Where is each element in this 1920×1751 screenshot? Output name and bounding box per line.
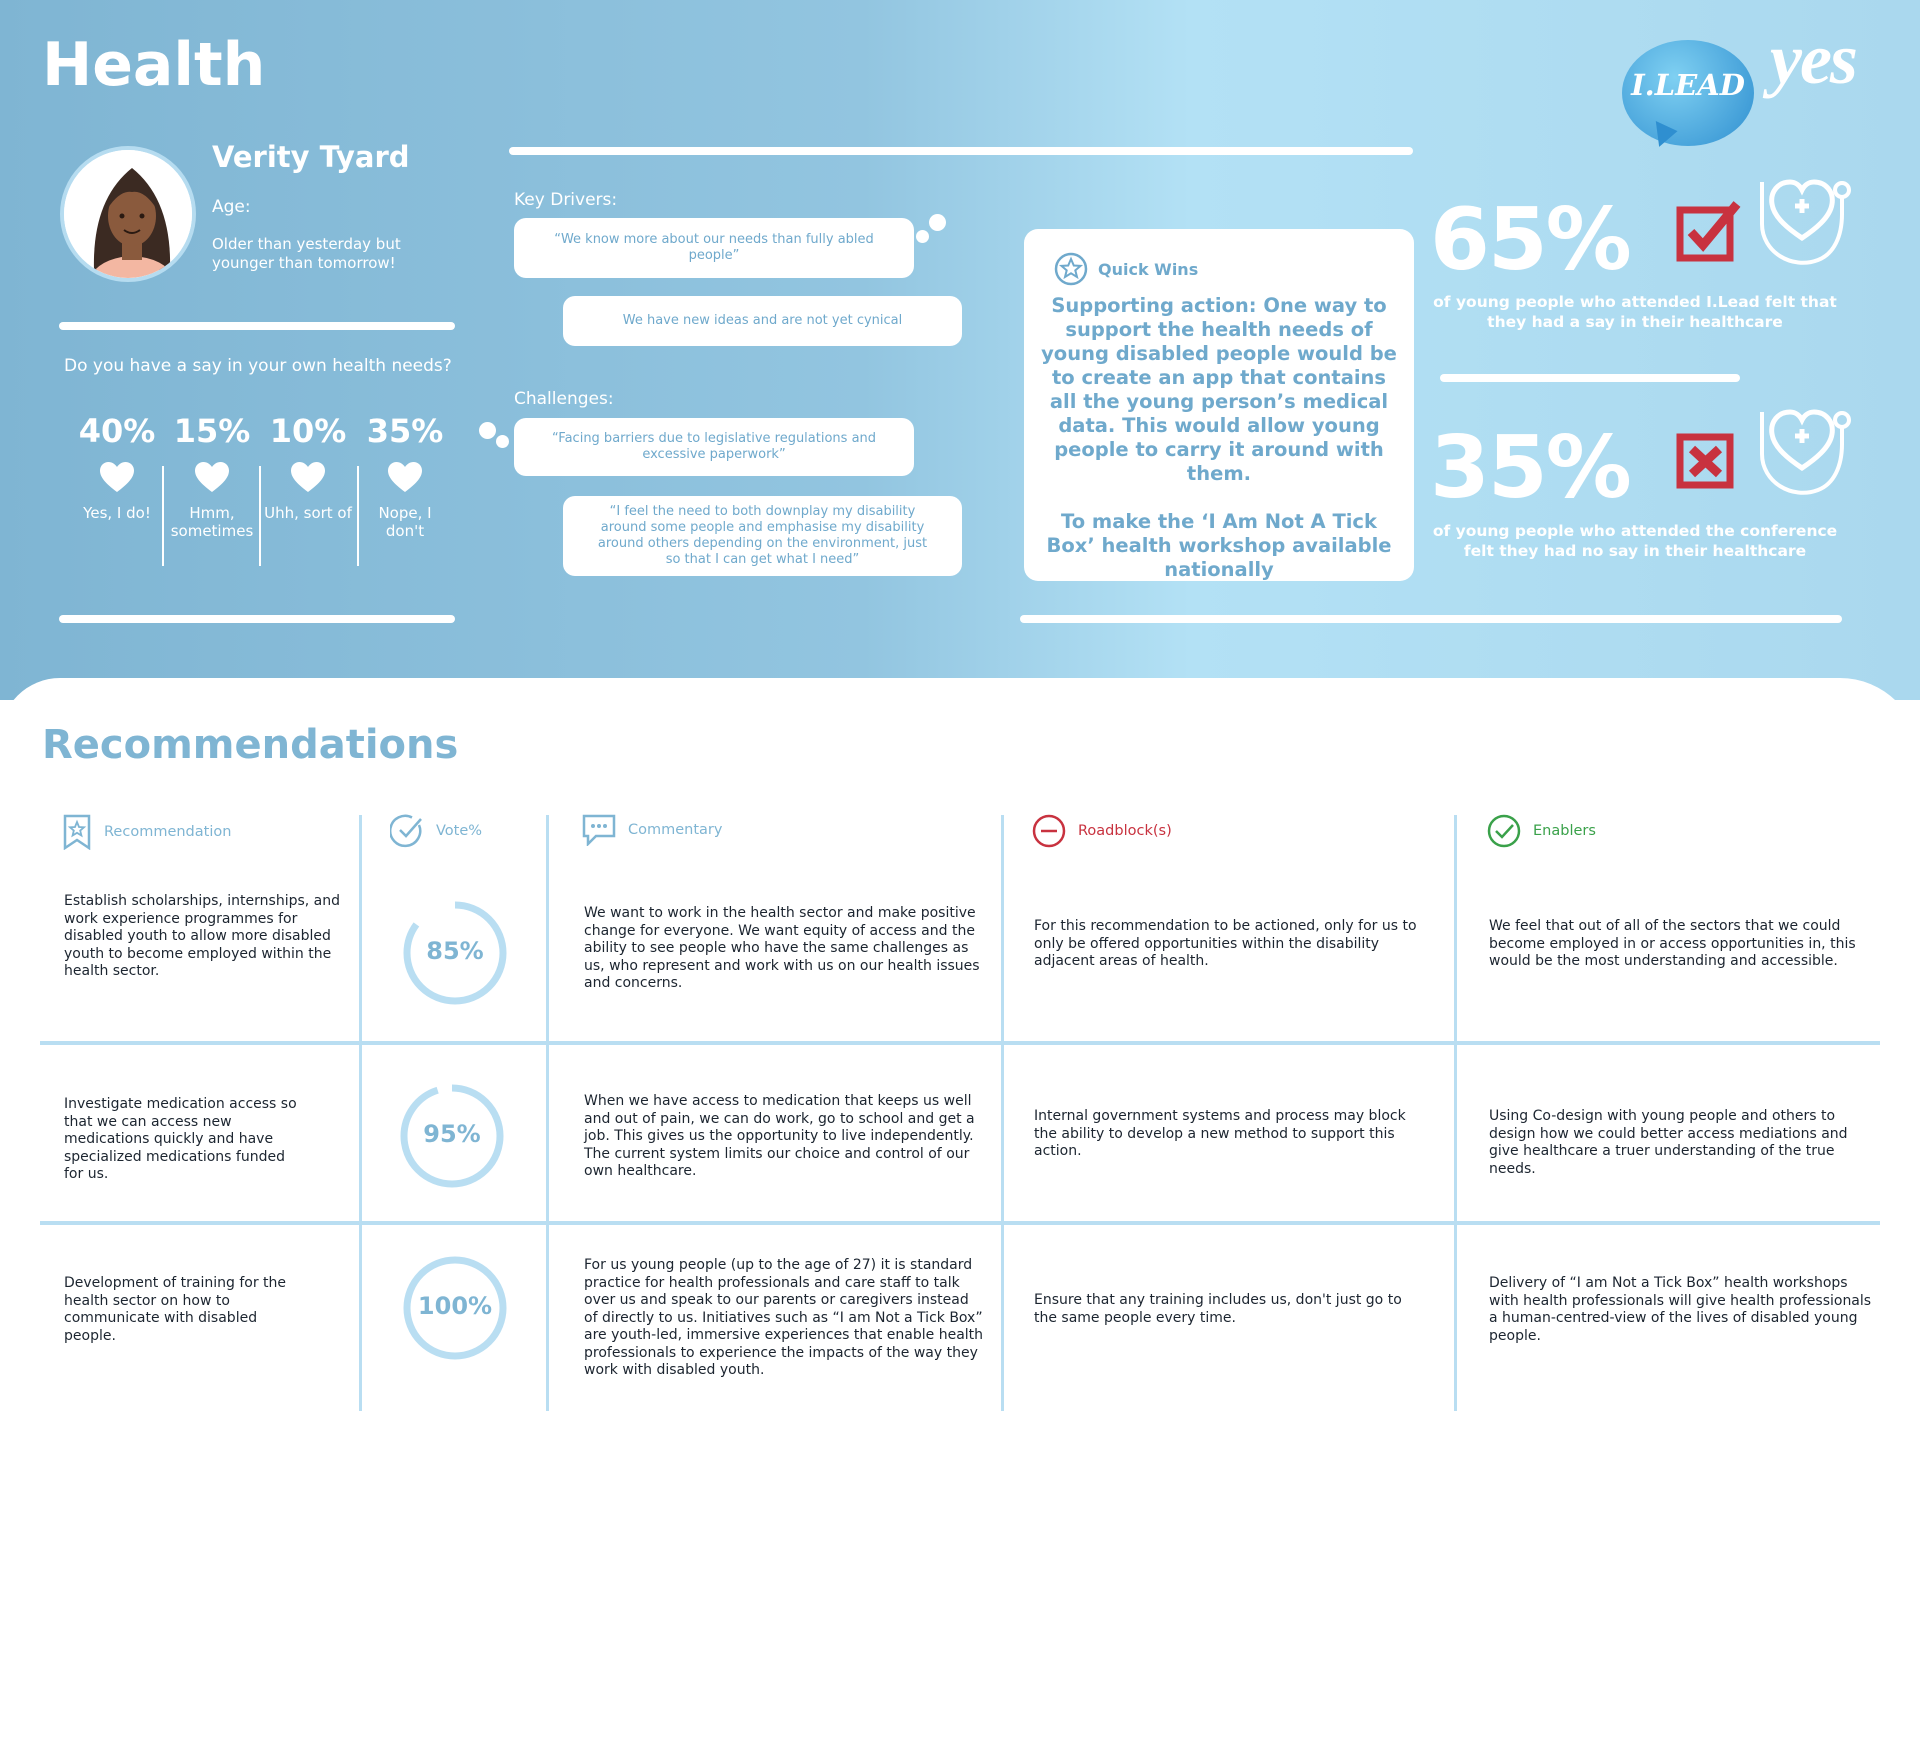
thought-dot bbox=[496, 435, 509, 448]
divider bbox=[1440, 374, 1740, 382]
stat-percent: 35% bbox=[1430, 418, 1630, 518]
challenge-bubble: “Facing barriers due to legislative regulations and excessive paperwork” bbox=[514, 418, 914, 476]
cross-box-icon bbox=[1675, 432, 1739, 496]
age-label: Age: bbox=[212, 197, 251, 217]
key-driver-bubble: “We know more about our needs than fully abled people” bbox=[514, 218, 914, 278]
column-header-commentary bbox=[582, 814, 722, 846]
poll-label: Yes, I do! bbox=[83, 504, 151, 522]
heart-icon bbox=[260, 456, 356, 498]
column-divider bbox=[1454, 815, 1457, 1411]
poll-item bbox=[69, 412, 165, 522]
poll-label: Hmm, sometimes bbox=[170, 504, 254, 540]
quick-wins-action: To make the ‘I Am Not A Tick Box’ health workshop available nationally bbox=[1046, 510, 1392, 581]
column-header-label: Vote% bbox=[436, 823, 483, 839]
enabler-text: Delivery of “I am Not a Tick Box” health workshops with health professionals will give health professionals a human-centred-view of the lives of disabled young people. bbox=[1489, 1275, 1872, 1344]
vote-percent: 100% bbox=[417, 1292, 493, 1320]
quick-wins-header bbox=[1054, 252, 1198, 286]
heart-icon bbox=[164, 456, 260, 498]
key-driver-bubble: We have new ideas and are not yet cynical bbox=[563, 296, 962, 346]
vote-percent: 95% bbox=[423, 1120, 481, 1148]
column-header-label: Enablers bbox=[1533, 823, 1596, 839]
column-header-vote bbox=[390, 814, 482, 848]
quick-wins-title: Quick Wins bbox=[1098, 259, 1199, 279]
poll-percent: 35% bbox=[366, 412, 444, 450]
thought-dot bbox=[916, 230, 929, 243]
commentary-text: For us young people (up to the age of 27) it is standard practice for health professionals and care staff to talk over us and speak to our parents or caregivers instead of directly to us. Initiatives such as “I am Not a Tick Box” are youth-led, immersive experiences that enable health professionals to experience the impacts of the way they work with disabled youth. bbox=[584, 1257, 984, 1378]
poll-label: Uhh, sort of bbox=[264, 504, 352, 522]
star-icon bbox=[1054, 252, 1088, 286]
quick-wins-action: Supporting action: One way to support the health needs of young disabled people would be to create an app that contains all the young person’s medical data. This would allow young people to carry it around with them. bbox=[1041, 294, 1397, 485]
enabler-text: Using Co-design with young people and others to design how we could better access mediations and give healthcare a truer understanding of the true needs. bbox=[1489, 1108, 1848, 1177]
quick-wins-body bbox=[1038, 294, 1400, 582]
stat-caption: of young people who attended the conference felt they had no say in their healthcare bbox=[1432, 522, 1838, 560]
poll-item bbox=[260, 412, 356, 522]
page-title: Health bbox=[42, 30, 266, 100]
check-box-icon bbox=[1675, 198, 1745, 268]
roadblock-text: Ensure that any training includes us, don't just go to the same people every time. bbox=[1034, 1292, 1402, 1326]
recommendation-text: Investigate medication access so that we can access new medications quickly and have specialized medications funded for us. bbox=[64, 1096, 297, 1182]
stethoscope-heart-icon bbox=[1752, 174, 1852, 278]
profile-name: Verity Tyard bbox=[212, 140, 410, 174]
recommendations-title: Recommendations bbox=[42, 722, 459, 768]
thought-dot bbox=[929, 214, 946, 231]
column-header-roadblocks bbox=[1032, 814, 1172, 848]
poll-item bbox=[357, 412, 453, 540]
recommendation-text: Development of training for the health sector on how to communicate with disabled people. bbox=[64, 1275, 287, 1344]
stat-percent: 65% bbox=[1430, 190, 1630, 290]
poll-percent: 40% bbox=[78, 412, 156, 450]
divider bbox=[59, 322, 455, 330]
age-value: Older than yesterday but younger than tomorrow! bbox=[212, 235, 401, 272]
divider bbox=[1020, 615, 1842, 623]
vote-percent: 85% bbox=[426, 937, 484, 965]
roadblock-text: Internal government systems and process may block the ability to develop a new method to support this action. bbox=[1034, 1108, 1406, 1159]
yes-logo: yes bbox=[1770, 19, 1856, 99]
avatar bbox=[60, 146, 196, 282]
roadblock-text: For this recommendation to be actioned, only for us to only be offered opportunities within the disability adjacent areas of health. bbox=[1034, 918, 1417, 969]
bookmark-star-icon bbox=[62, 814, 92, 850]
minus-circle-icon bbox=[1032, 814, 1066, 848]
key-drivers-label: Key Drivers: bbox=[514, 190, 618, 210]
poll-percent: 10% bbox=[269, 412, 347, 450]
check-circle-icon bbox=[390, 814, 424, 848]
column-header-label: Roadblock(s) bbox=[1078, 823, 1172, 839]
stethoscope-heart-icon bbox=[1752, 404, 1852, 508]
speech-bubble-icon bbox=[582, 814, 616, 846]
column-header-recommendation bbox=[62, 814, 231, 850]
commentary-text: We want to work in the health sector and make positive change for everyone. We want equity of access and the ability to see people who have the same challenges as us, who represent and work with us on our health issues and concerns. bbox=[584, 905, 980, 991]
column-header-label: Recommendation bbox=[104, 824, 232, 840]
poll-label: Nope, I don't bbox=[378, 504, 432, 540]
column-header-enablers bbox=[1487, 814, 1596, 848]
recommendations-panel bbox=[0, 678, 1920, 1751]
challenges-label: Challenges: bbox=[514, 389, 614, 409]
enabler-text: We feel that out of all of the sectors that we could become employed in or access opportunities in, this would be the most understanding and accessible. bbox=[1489, 918, 1856, 969]
ilead-logo-text: I.LEAD bbox=[1631, 68, 1745, 102]
challenge-bubble: “I feel the need to both downplay my disability around some people and emphasise my disability around others depending on the environment, just so that I can get what I need” bbox=[563, 496, 962, 576]
poll-question: Do you have a say in your own health needs? bbox=[64, 356, 452, 376]
divider bbox=[59, 615, 455, 623]
check-circle-icon bbox=[1487, 814, 1521, 848]
divider bbox=[509, 147, 1413, 155]
column-divider bbox=[546, 815, 549, 1411]
poll-item bbox=[164, 412, 260, 540]
heart-icon bbox=[69, 456, 165, 498]
column-divider bbox=[359, 815, 362, 1411]
recommendation-text: Establish scholarships, internships, and work experience programmes for disabled youth to allow more disabled youth to become employed within the health sector. bbox=[64, 893, 341, 979]
thought-dot bbox=[479, 422, 496, 439]
stat-caption: of young people who attended I.Lead felt that they had a say in their healthcare bbox=[1433, 293, 1837, 331]
heart-icon bbox=[357, 456, 453, 498]
row-divider bbox=[40, 1221, 1880, 1225]
row-divider bbox=[40, 1041, 1880, 1045]
column-divider bbox=[1001, 815, 1004, 1411]
poll-percent: 15% bbox=[173, 412, 251, 450]
column-header-label: Commentary bbox=[628, 822, 723, 838]
commentary-text: When we have access to medication that keeps us well and out of pain, we can do work, go to school and get a job. This gives us the opportunity to live independently. The current system limits our choice and control of our own healthcare. bbox=[584, 1093, 975, 1179]
